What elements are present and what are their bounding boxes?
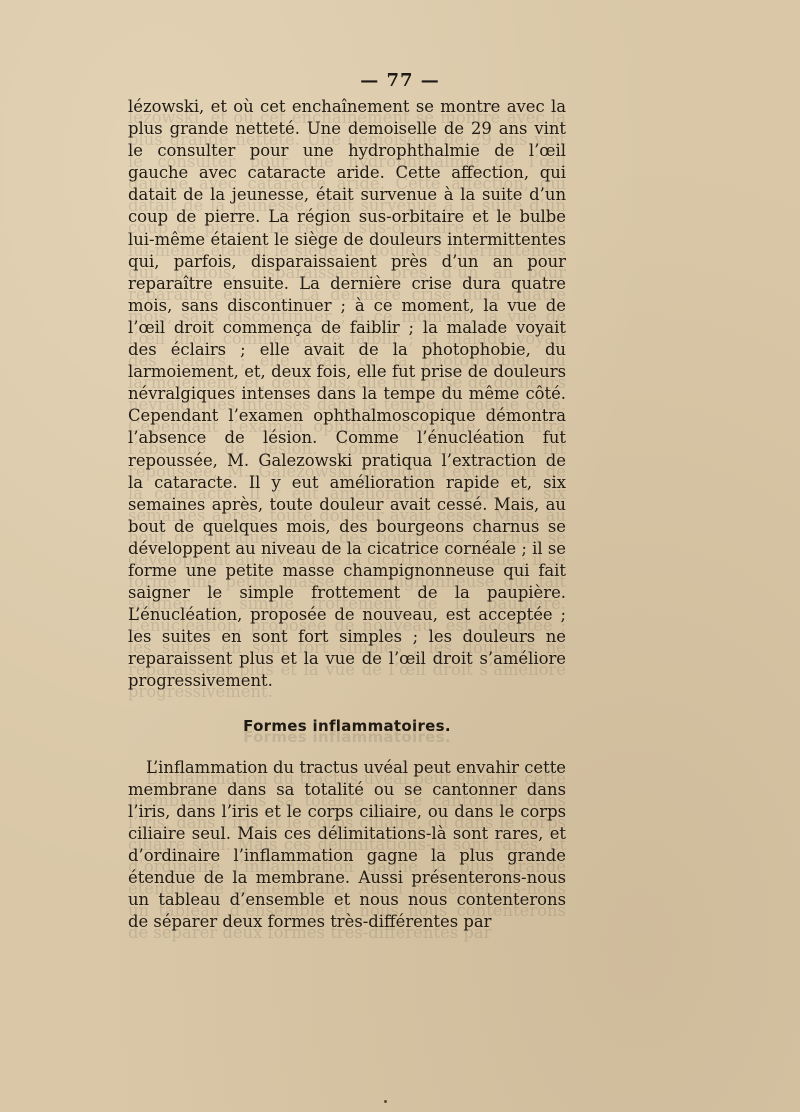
paragraph-case-report: lézowski, et où cet enchaînement se montre avec la plus grande netteté. Une demoiselle de 29 ans vint le consulter pour une hydrophthalmie de l’œil gauche avec cataracte aride. Cette affection, qui datait de la jeunesse, était survenue à la suite d’un coup de pierre. La région sus-orbitaire et le bulbe lui-même étaient le siège de douleurs intermittentes qui, parfois, disparaissaient près d’un an pour reparaître ensuite. La dernière crise dura quatre mois, sans discontinuer ; à ce moment, la vue de l’œil droit commença de faiblir ; la malade voyait des éclairs ; elle avait de la photophobie, du larmoiement, et, deux fois, elle fut prise de douleurs névralgiques intenses dans la tempe du même côté. Cependant l’examen ophthalmoscopique démontra l’absence de lésion. Comme l’énucléation fut repoussée, M. Galezowski pratiqua l’extraction de la cataracte. Il y eut amélioration rapide et, six semaines après, toute douleur avait cessé. Mais, au bout de quelques mois, des bourgeons charnus se développent au niveau de la cicatrice cornéale ; il se forme une petite masse champignonneuse qui fait saigner le simple frottement de la paupière. L’énucléation, proposée de nouveau, est acceptée ; les suites en sont fort simples ; les douleurs ne reparaissent plus et la vue de l’œil droit s’améliore progressivement. (128, 97, 566, 691)
page-number: — 77 — (360, 70, 440, 91)
body-text (128, 96, 566, 933)
paragraph-inflammation: L’inflammation du tractus uvéal peut envahir cette membrane dans sa totalité ou se cantonner dans l’iris, dans l’iris et le corps ciliaire, ou dans le corps ciliaire seul. Mais ces délimitations-là sont rares, et d’ordinaire l’inflammation gagne la plus grande étendue de la membrane. Aussi présenterons-nous un tableau d’ensemble et nous nous contenterons de séparer deux formes très-différentes par (128, 757, 566, 932)
section-heading: Formes inflammatoires. (243, 716, 451, 735)
paper-speck (384, 1100, 387, 1103)
